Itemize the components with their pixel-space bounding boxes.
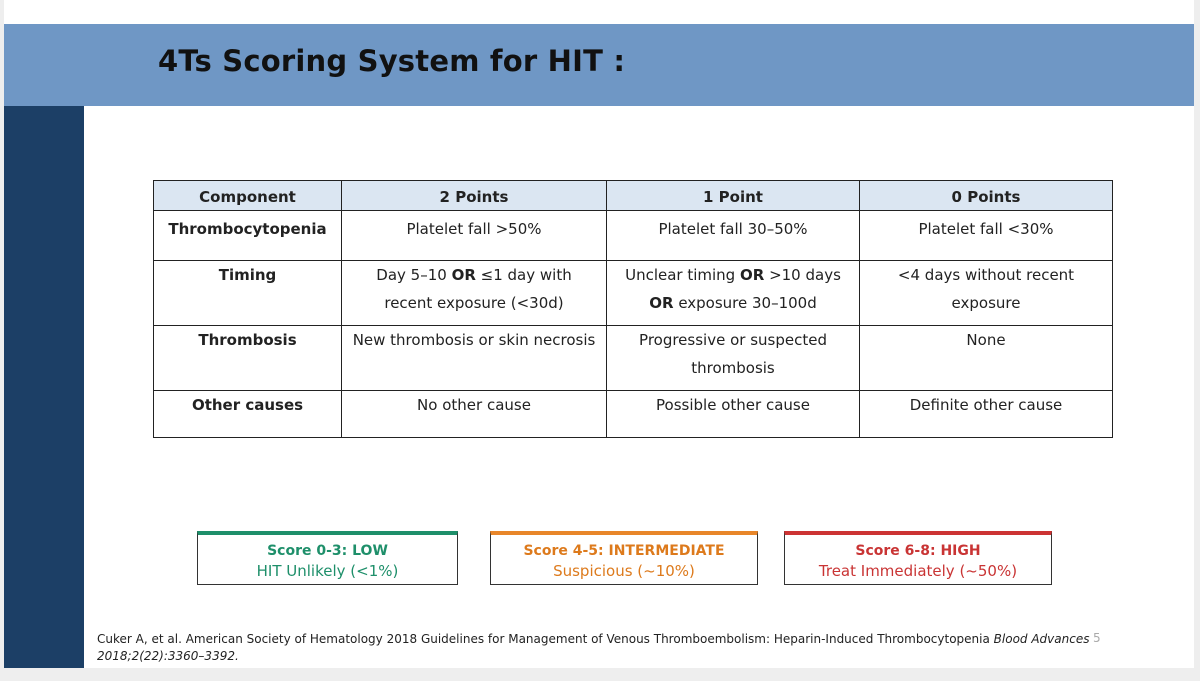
row-component: Thrombosis: [154, 326, 342, 391]
row-component: Timing: [154, 261, 342, 326]
cell-2-points: No other cause: [342, 391, 607, 438]
header-0-points: 0 Points: [860, 181, 1113, 211]
score-box-high: [784, 531, 1052, 585]
top-strip: [84, 0, 1194, 24]
citation-volume: 2018;2(22):3360–3392.: [97, 649, 239, 663]
cell-text: Unclear timing: [625, 266, 740, 284]
or-keyword: OR: [649, 294, 674, 312]
citation: [97, 631, 1107, 665]
cell-text: exposure 30–100d: [673, 294, 817, 312]
cell-0-points: <4 days without recent exposure: [860, 261, 1113, 326]
row-component: Other causes: [154, 391, 342, 438]
side-bar-top-strip: [4, 0, 84, 24]
score-intermediate-detail: Suspicious (~10%): [553, 562, 695, 580]
cell-0-points: None: [860, 326, 1113, 391]
cell-1-point: Possible other cause: [607, 391, 860, 438]
header-1-point: 1 Point: [607, 181, 860, 211]
slide-title: 4Ts Scoring System for HIT :: [158, 44, 626, 78]
score-low-detail: HIT Unlikely (<1%): [256, 562, 399, 580]
cell-1-point: Platelet fall 30–50%: [607, 211, 860, 261]
cell-2-points: [342, 261, 607, 326]
cell-text: Day 5–10: [376, 266, 452, 284]
scoring-table: [153, 180, 1113, 438]
score-intermediate-label: Score 4-5: INTERMEDIATE: [523, 543, 725, 559]
table-header-row: [154, 181, 1113, 211]
citation-text: Cuker A, et al. American Society of Hematology 2018 Guidelines for Management of Venous Thromboembolism: Heparin-Induced Thrombocytopenia: [97, 632, 994, 646]
score-box-low: [197, 531, 458, 585]
score-low-label: Score 0-3: LOW: [267, 543, 388, 559]
cell-0-points: Definite other cause: [860, 391, 1113, 438]
or-keyword: OR: [739, 266, 765, 284]
cell-0-points: Platelet fall <30%: [860, 211, 1113, 261]
row-component: Thrombocytopenia: [154, 211, 342, 261]
cell-1-point: [607, 261, 860, 326]
or-keyword: OR: [451, 266, 476, 284]
score-high-detail: Treat Immediately (~50%): [818, 562, 1018, 580]
page-number: 5: [1093, 631, 1101, 645]
header-2-points: 2 Points: [342, 181, 607, 211]
score-box-intermediate: [490, 531, 758, 585]
cell-1-point: Progressive or suspected thrombosis: [607, 326, 860, 391]
table-row: [154, 326, 1113, 391]
cell-text: ≤1 day with recent exposure (<30d): [384, 266, 572, 312]
citation-journal: Blood Advances: [993, 632, 1090, 646]
score-high-label: Score 6-8: HIGH: [855, 543, 981, 559]
cell-text: >10 days: [764, 266, 841, 284]
cell-2-points: Platelet fall >50%: [342, 211, 607, 261]
header-component: Component: [154, 181, 342, 211]
table-row: [154, 211, 1113, 261]
cell-2-points: New thrombosis or skin necrosis: [342, 326, 607, 391]
table-row: [154, 391, 1113, 438]
table-row: [154, 261, 1113, 326]
